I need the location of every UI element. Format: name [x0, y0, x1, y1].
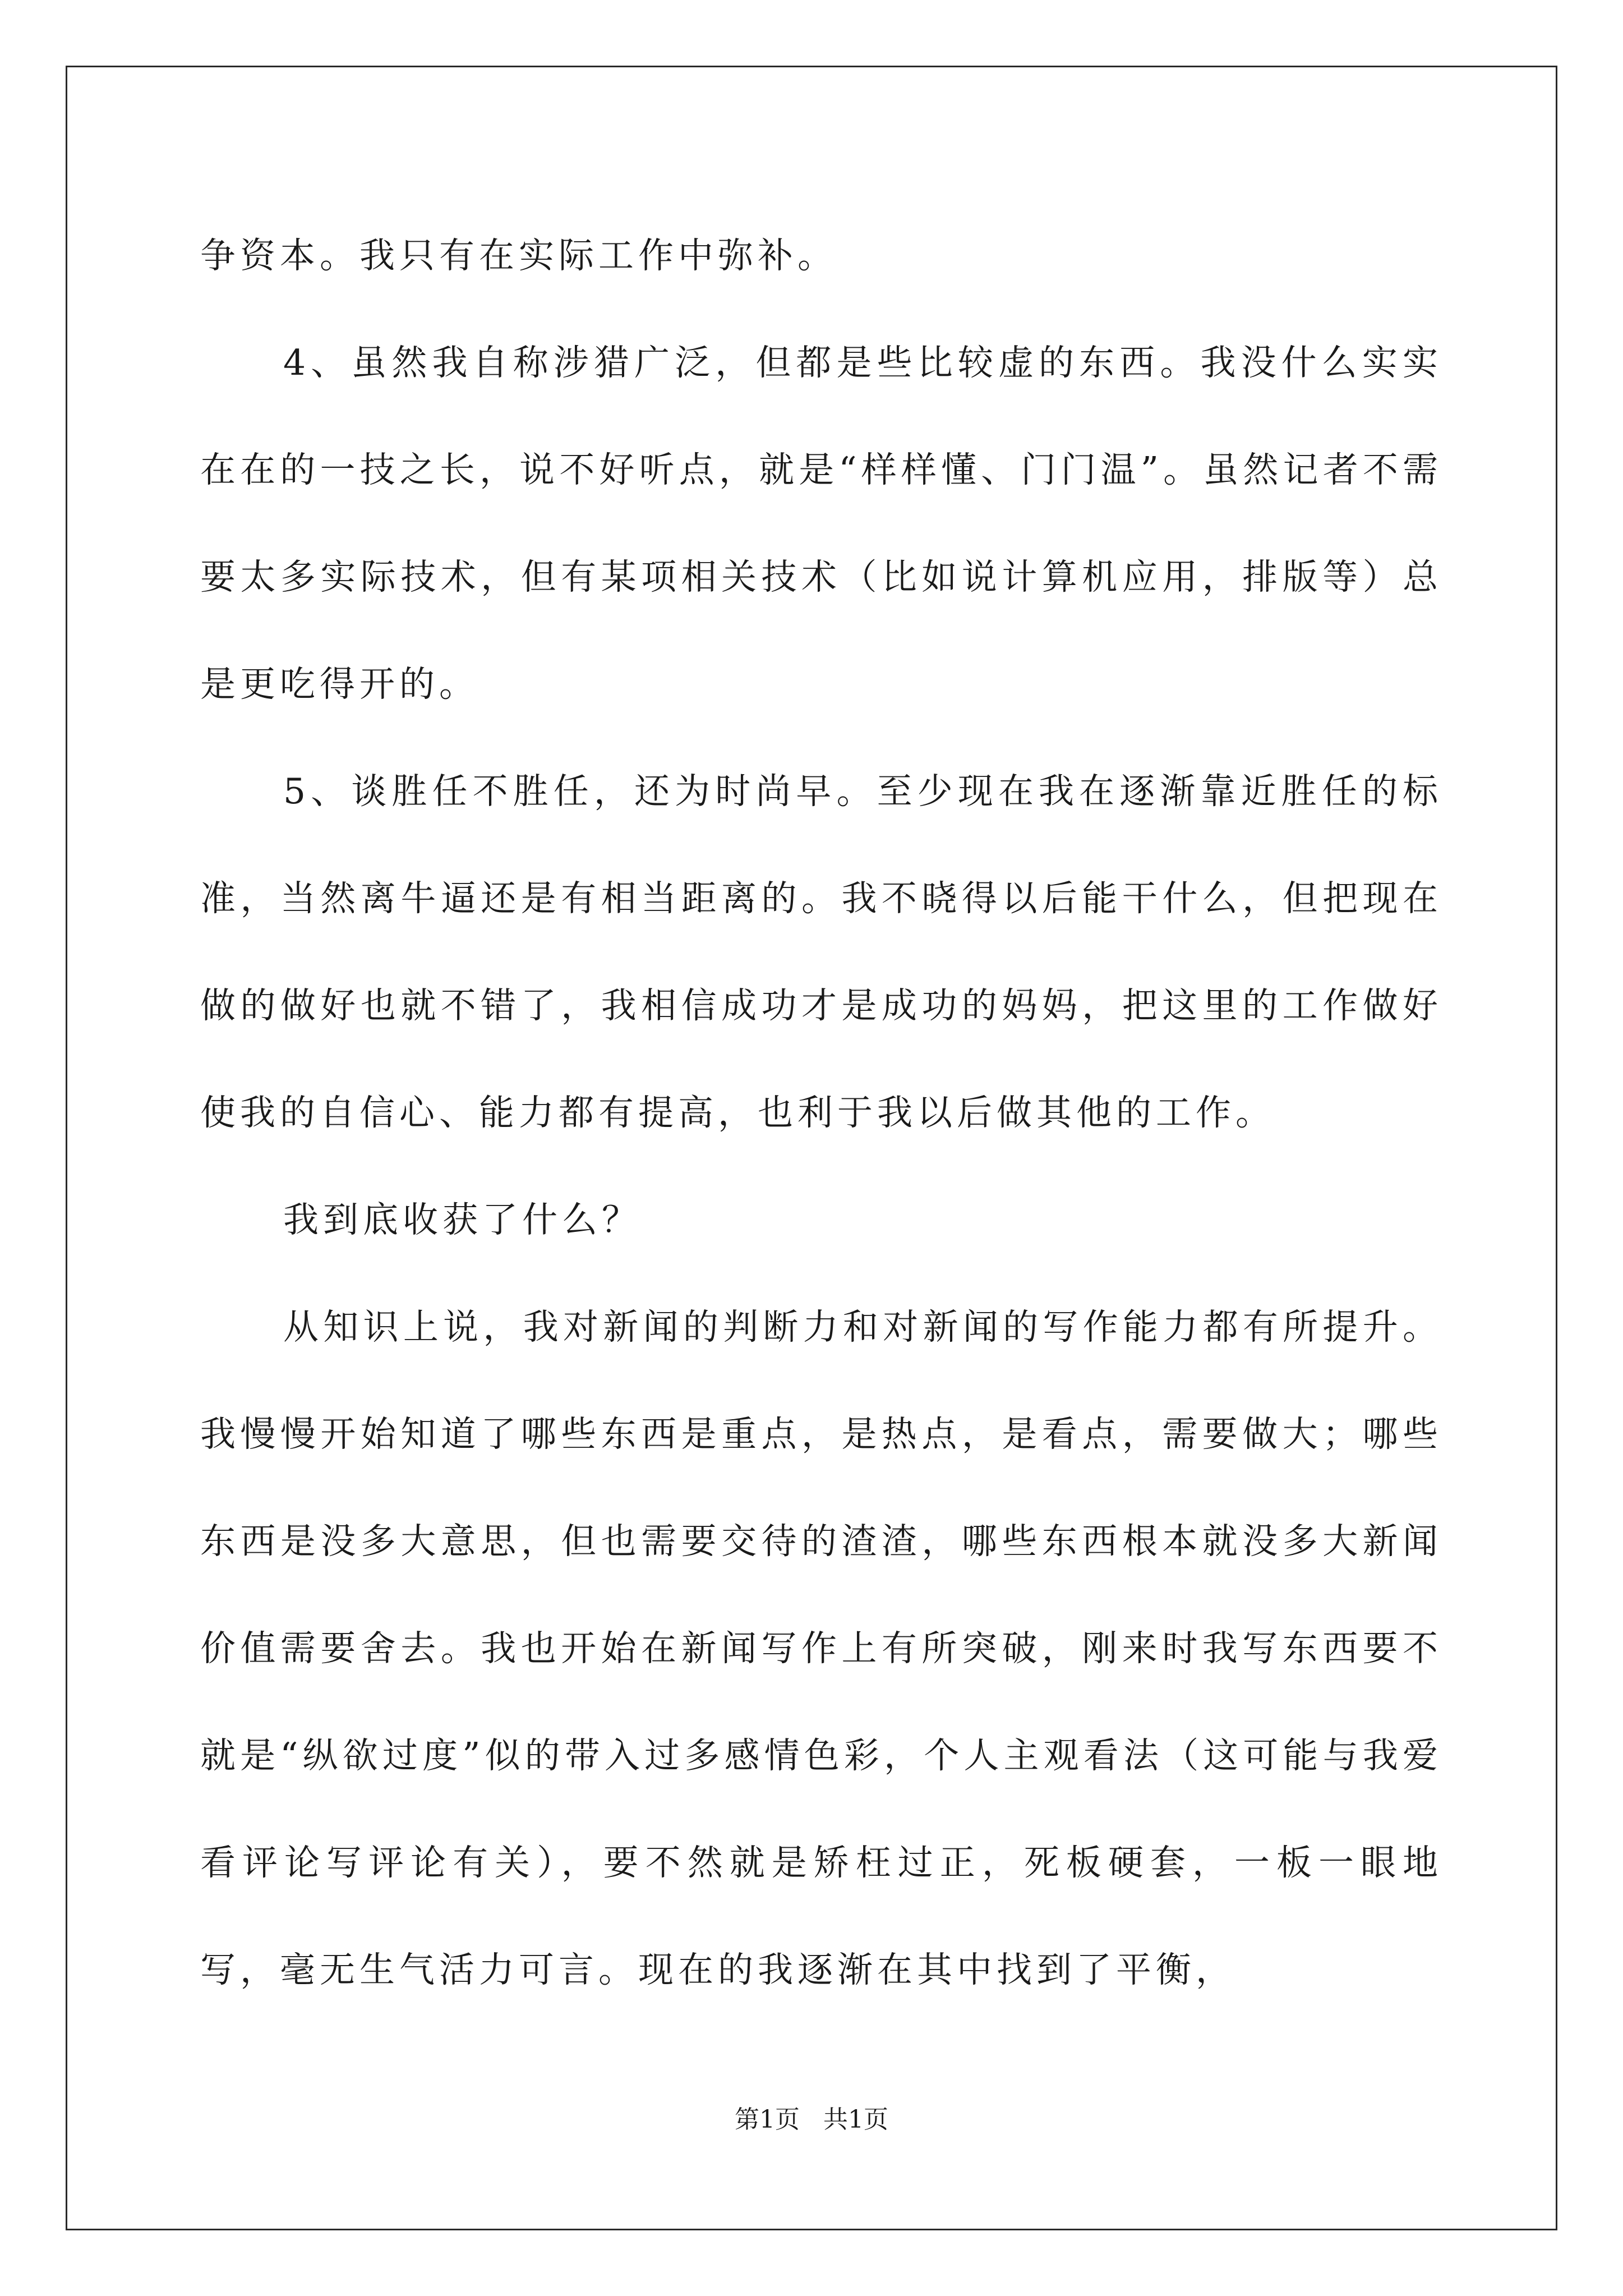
paragraph-item-5: 5、谈胜任不胜任，还为时尚早。至少现在我在逐渐靠近胜任的标准，当然离牛逼还是有相当距离的。我不晓得以后能干什么，但把现在做的做好也就不错了，我相信成功才是成功的妈妈，把这里的工作做好使我的自信心、能力都有提高，也利于我以后做其他的工作。 [200, 771, 1442, 1133]
paragraph-item-4: 4、虽然我自称涉猎广泛，但都是些比较虚的东西。我没什么实实在在的一技之长，说不好听点，就是“样样懂、门门温”。虽然记者不需要太多实际技术，但有某项相关技术（比如说计算机应用，排版等）总是更吃得开的。 [200, 342, 1442, 705]
document-body [200, 202, 1442, 2023]
page-number-footer: 第1页 共1页 [735, 2105, 888, 2134]
paragraph-knowledge: 从知识上说，我对新闻的判断力和对新闻的写作能力都有所提升。我慢慢开始知道了哪些东西是重点，是热点，是看点，需要做大；哪些东西是没多大意思，但也需要交待的渣渣，哪些东西根本就没多大新闻价值需要舍去。我也开始在新闻写作上有所突破，刚来时我写东西要不就是“纵欲过度”似的带入过多感情色彩，个人主观看法（这可能与我爱看评论写评论有关），要不然就是矫枉过正，死板硬套，一板一眼地写，毫无生气活力可言。现在的我逐渐在其中找到了平衡， [200, 1306, 1442, 1990]
section-question: 我到底收获了什么？ [283, 1199, 642, 1240]
paragraph-continuation: 争资本。我只有在实际工作中弥补。 [200, 235, 837, 276]
